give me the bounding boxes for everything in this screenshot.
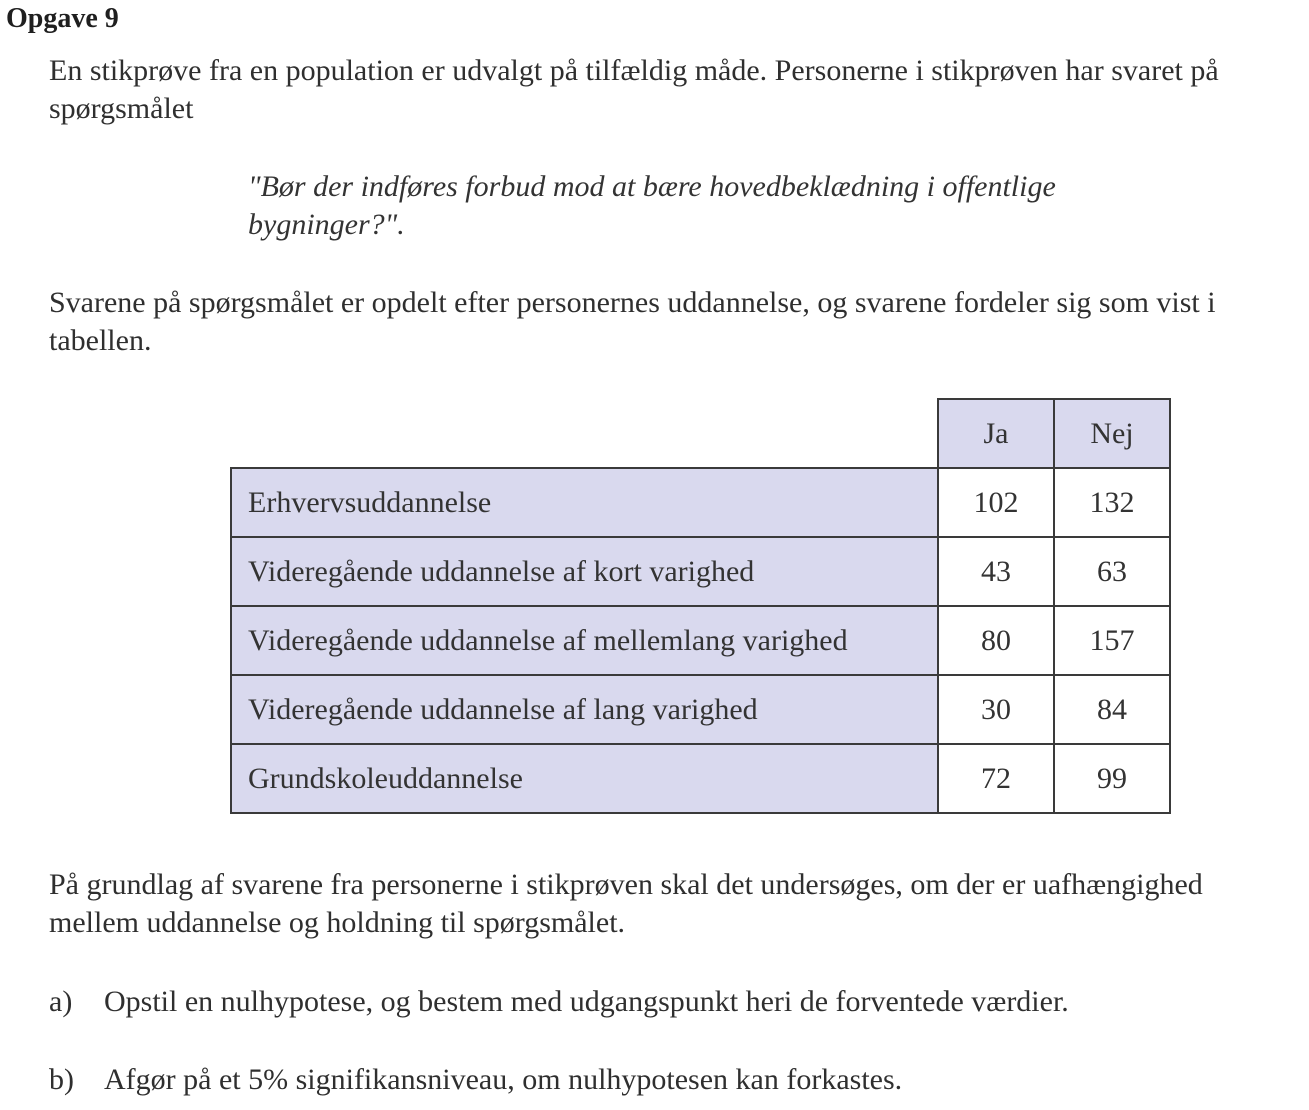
- nej-value: 99: [1054, 744, 1170, 813]
- intro-paragraph: En stikprøve fra en population er udvalgt på tilfældig måde. Personerne i stikprøven har svaret på spørgsmålet: [49, 54, 1219, 125]
- row-label: Erhvervsuddannelse: [231, 468, 938, 537]
- table-row: [231, 675, 1170, 744]
- task-text: Opstil en nulhypotese, og bestem med udgangspunkt heri de forventede værdier.: [104, 985, 1069, 1018]
- survey-question: "Bør der indføres forbud mod at bære hovedbeklædning i offentlige bygninger?".: [248, 170, 1056, 241]
- table-row: [231, 537, 1170, 606]
- task-letter: b): [49, 1063, 74, 1096]
- column-header-nej: Nej: [1054, 399, 1170, 468]
- task-b: [49, 1061, 902, 1099]
- task-letter: a): [49, 985, 73, 1018]
- exercise-heading: Opgave 9: [6, 3, 119, 34]
- response-table: [230, 398, 1171, 814]
- row-label: Grundskoleuddannelse: [231, 744, 938, 813]
- nej-value: 157: [1054, 606, 1170, 675]
- task-a: [49, 983, 1069, 1021]
- nej-value: 84: [1054, 675, 1170, 744]
- row-label: Videregående uddannelse af lang varighed: [231, 675, 938, 744]
- ja-value: 72: [938, 744, 1054, 813]
- table-row: [231, 606, 1170, 675]
- column-header-ja: Ja: [938, 399, 1054, 468]
- nej-value: 132: [1054, 468, 1170, 537]
- ja-value: 102: [938, 468, 1054, 537]
- row-label: Videregående uddannelse af mellemlang varighed: [231, 606, 938, 675]
- table-row: [231, 744, 1170, 813]
- ja-value: 30: [938, 675, 1054, 744]
- table-row: [231, 468, 1170, 537]
- row-label: Videregående uddannelse af kort varighed: [231, 537, 938, 606]
- ja-value: 80: [938, 606, 1054, 675]
- table-header-row: [231, 399, 1170, 468]
- table-intro-paragraph: Svarene på spørgsmålet er opdelt efter personernes uddannelse, og svarene fordeler sig som vist i tabellen.: [49, 286, 1216, 357]
- ja-value: 43: [938, 537, 1054, 606]
- nej-value: 63: [1054, 537, 1170, 606]
- table-corner-cell: [231, 399, 938, 468]
- basis-paragraph: På grundlag af svarene fra personerne i stikprøven skal det undersøges, om der er uafhængighed mellem uddannelse og holdning til spørgsmålet.: [49, 868, 1203, 939]
- task-text: Afgør på et 5% signifikansniveau, om nulhypotesen kan forkastes.: [104, 1063, 903, 1096]
